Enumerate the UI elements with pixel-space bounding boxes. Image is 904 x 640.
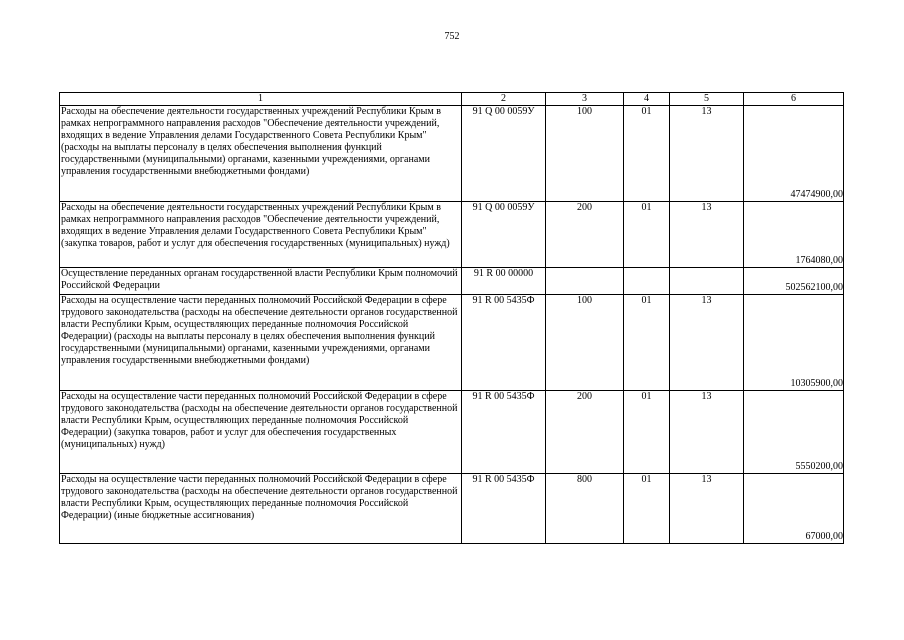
column-header: 3	[546, 93, 624, 106]
row-expense-type: 200	[546, 391, 624, 474]
table-row	[60, 202, 844, 268]
row-description: Расходы на обеспечение деятельности государственных учреждений Республики Крым в рамках непрограммного направления расходов "Обеспечение деятельности учреждений, входящих в ведение Управления делами Государственного Совета Республики Крым" (расходы на выплаты персоналу в целях обеспечения выполнения функций государственными (муниципальными) органами, казенными учреждениями, органами управления государственными внебюджетными фондами)	[60, 106, 462, 202]
row-target-code: 91 R 00 5435Ф	[462, 474, 546, 544]
row-expense-type: 200	[546, 202, 624, 268]
table-header-row	[60, 93, 844, 106]
table-row	[60, 106, 844, 202]
row-amount: 67000,00	[744, 474, 844, 544]
row-subsection: 13	[670, 391, 744, 474]
row-target-code: 91 R 00 00000	[462, 268, 546, 295]
column-header: 5	[670, 93, 744, 106]
row-section	[624, 268, 670, 295]
row-subsection: 13	[670, 474, 744, 544]
row-target-code: 91 R 00 5435Ф	[462, 391, 546, 474]
column-header: 2	[462, 93, 546, 106]
page-number: 752	[444, 31, 460, 42]
row-subsection: 13	[670, 106, 744, 202]
row-description: Расходы на обеспечение деятельности государственных учреждений Республики Крым в рамках непрограммного направления расходов "Обеспечение деятельности учреждений, входящих в ведение Управления делами Государственного Совета Республики Крым" (закупка товаров, работ и услуг для обеспечения государственных (муниципальных) нужд)	[60, 202, 462, 268]
column-header: 1	[60, 93, 462, 106]
row-expense-type: 100	[546, 295, 624, 391]
table-row	[60, 391, 844, 474]
column-header: 4	[624, 93, 670, 106]
row-expense-type: 800	[546, 474, 624, 544]
column-header: 6	[744, 93, 844, 106]
row-amount: 47474900,00	[744, 106, 844, 202]
row-subsection: 13	[670, 202, 744, 268]
row-amount: 10305900,00	[744, 295, 844, 391]
table-row	[60, 295, 844, 391]
row-amount: 502562100,00	[744, 268, 844, 295]
row-section: 01	[624, 391, 670, 474]
row-target-code: 91 Q 00 0059У	[462, 202, 546, 268]
row-description: Расходы на осуществление части переданных полномочий Российской Федерации в сфере трудового законодательства (расходы на обеспечение деятельности органов государственной власти Республики Крым, осуществляющих переданные полномочия Российской Федерации) (расходы на выплаты персоналу в целях обеспечения выполнения функций государственными (муниципальными) органами, казенными учреждениями, органами управления государственными внебюджетными фондами)	[60, 295, 462, 391]
row-section: 01	[624, 106, 670, 202]
row-description: Расходы на осуществление части переданных полномочий Российской Федерации в сфере трудового законодательства (расходы на обеспечение деятельности органов государственной власти Республики Крым, осуществляющих переданные полномочия Российской Федерации) (закупка товаров, работ и услуг для обеспечения государственных (муниципальных) нужд)	[60, 391, 462, 474]
row-expense-type: 100	[546, 106, 624, 202]
row-amount: 1764080,00	[744, 202, 844, 268]
table-row	[60, 268, 844, 295]
row-target-code: 91 R 00 5435Ф	[462, 295, 546, 391]
row-subsection	[670, 268, 744, 295]
row-target-code: 91 Q 00 0059У	[462, 106, 546, 202]
table-row	[60, 474, 844, 544]
budget-table	[59, 92, 844, 544]
row-section: 01	[624, 202, 670, 268]
row-amount: 5550200,00	[744, 391, 844, 474]
row-subsection: 13	[670, 295, 744, 391]
row-description: Расходы на осуществление части переданных полномочий Российской Федерации в сфере трудового законодательства (расходы на обеспечение деятельности органов государственной власти Республики Крым, осуществляющих переданные полномочия Российской Федерации) (иные бюджетные ассигнования)	[60, 474, 462, 544]
row-expense-type	[546, 268, 624, 295]
row-section: 01	[624, 295, 670, 391]
row-section: 01	[624, 474, 670, 544]
row-description: Осуществление переданных органам государственной власти Республики Крым полномочий Российской Федерации	[60, 268, 462, 295]
